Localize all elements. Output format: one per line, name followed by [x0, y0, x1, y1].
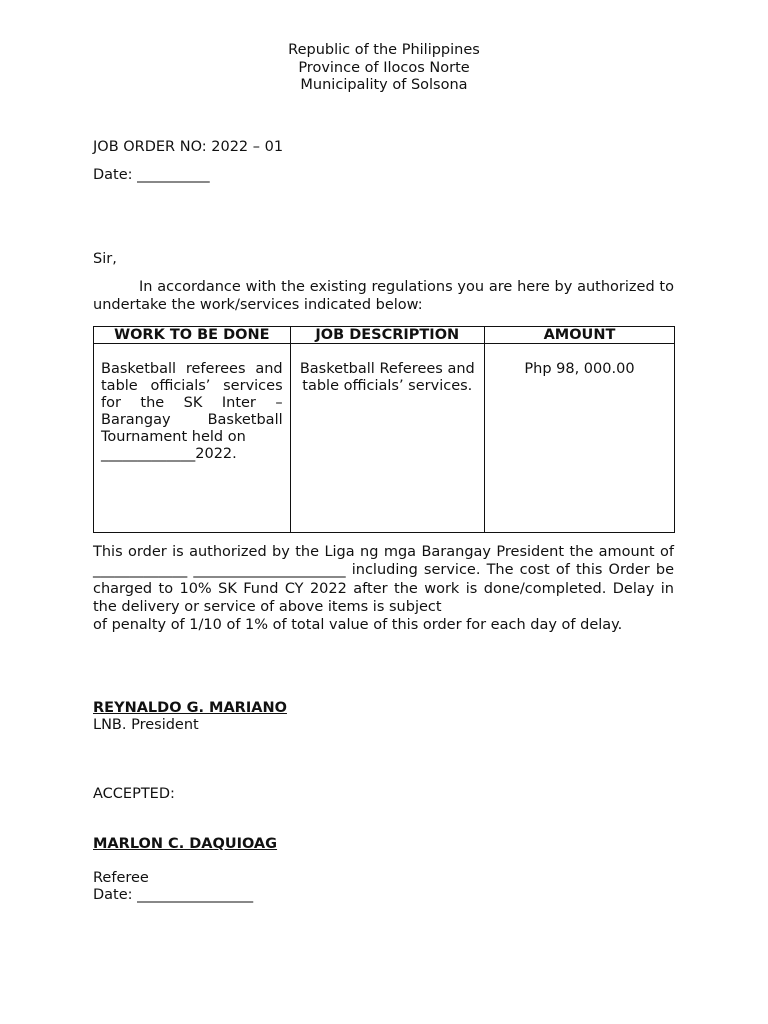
- work-table: [93, 326, 675, 533]
- intro-paragraph: [93, 279, 674, 314]
- cell-description: Basketball Referees and table officials’ services.: [290, 344, 484, 533]
- work-text: Basketball referees and table officials’ services for the SK Inter – Barangay Basketball Tournament held on: [101, 361, 283, 445]
- authorization-paragraph: [93, 543, 674, 634]
- letterhead: [0, 42, 768, 95]
- table-header-row: [94, 327, 675, 344]
- table-row: [94, 344, 675, 533]
- work-date-blank: _____________2022.: [101, 446, 237, 462]
- authorization-text-last-line: of penalty of 1/10 of 1% of total value of this order for each day of delay.: [93, 617, 623, 634]
- signatory-name-referee: MARLON C. DAQUIOAG: [93, 836, 278, 852]
- referee-date-line: Date: ________________: [93, 887, 254, 903]
- header-work-to-be-done: WORK TO BE DONE: [94, 327, 291, 344]
- job-order-number: JOB ORDER NO: 2022 – 01: [93, 139, 284, 155]
- intro-text: In accordance with the existing regulations you are here by authorized to undertake the work/services indicated below:: [93, 279, 674, 313]
- letterhead-municipality: Municipality of Solsona: [300, 77, 468, 93]
- salutation: Sir,: [93, 251, 117, 267]
- signatory-position-president: LNB. President: [93, 717, 199, 733]
- signatory-role-referee: Referee: [93, 870, 149, 886]
- letterhead-province: Province of Ilocos Norte: [298, 59, 470, 76]
- letterhead-country: Republic of the Philippines: [288, 42, 480, 58]
- cell-amount: Php 98, 000.00: [484, 344, 674, 533]
- header-job-description: JOB DESCRIPTION: [290, 327, 484, 344]
- order-date-line: Date: __________: [93, 167, 210, 183]
- authorization-text: This order is authorized by the Liga ng mga Barangay President the amount of _____________ _____________________ including service. The cost of this Order be charged to 10% SK Fund CY 2022 after the work is done/completed. Delay in the delivery or service of above items is subject: [93, 544, 674, 615]
- cell-work: [94, 344, 291, 533]
- accepted-label: ACCEPTED:: [93, 786, 175, 802]
- header-amount: AMOUNT: [484, 327, 674, 344]
- signatory-name-president: REYNALDO G. MARIANO: [93, 700, 287, 716]
